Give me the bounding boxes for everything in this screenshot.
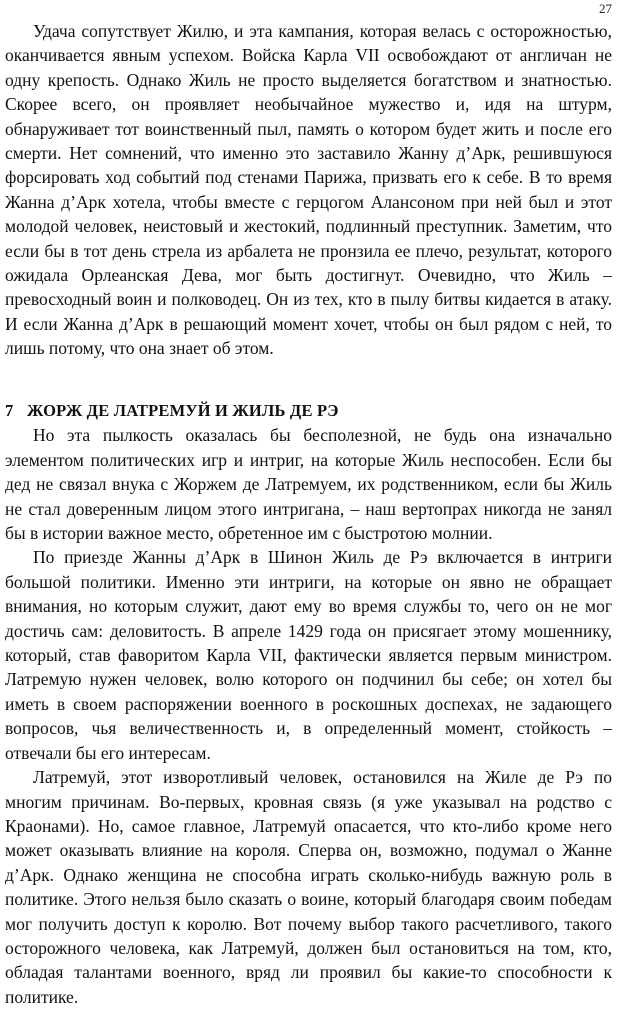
page-number: 27 — [599, 1, 612, 16]
paragraph: Удача сопутствует Жилю, и эта кампания, которая велась с осторожностью, оканчивается явным успехом. Войска Карла VII освобождают от англичан не одну крепость. Однако Жиль не просто выделяется богатством и знатностью. Скорее всего, он проявляет необычайное мужество и, идя на штурм, обнаруживает тот воинственный пыл, память о котором будет жить и после его смерти. Нет сомнений, что именно это заставило Жанну д’Арк, решившуюся форсировать ход событий под стенами Парижа, призвать его к себе. В то время Жанна д’Арк хотела, чтобы вместе с герцогом Алансоном при ней был и этот молодой человек, неистовый и жестокий, подлинный преступник. Заметим, что если бы в тот день стрела из арбалета не пронзила ее плечо, результат, которого ожидала Орлеанская Дева, мог быть достигнут. Очевидно, что Жиль – превосходный воин и полководец. Он из тех, кто в пылу битвы кидается в атаку. И если Жанна д’Арк в решающий момент хочет, чтобы он был рядом с ней, то лишь потому, что она знает об этом. — [5, 21, 612, 359]
text-block-section — [5, 399, 612, 1009]
paragraph: Но эта пылкость оказалась бы бесполезной, не будь она изначально элементом политических игр и интриг, на которые Жиль неспособен. Если бы дед не связал внука с Жоржем де Латремуем, их родственником, если бы Жиль не стал доверенным лицом этого интригана, – наш вертопрах никогда не занял бы в истории важное место, обретенное им с быстротою молнии. — [5, 425, 612, 544]
text-block-top — [5, 19, 612, 361]
paragraph: Латремуй, этот изворотливый человек, остановился на Жиле де Рэ по многим причинам. Во-первых, кровная связь (я уже указывал на родство с Краонами). Но, самое главное, Латремуй опасается, что кто-либо кроме него может оказывать влияние на короля. Сперва он, возможно, подумал о Жанне д’Арк. Однако женщина не способна играть сколько-нибудь важную роль в политике. Этого нельзя было сказать о воине, который благодаря своим победам мог получить доступ к королю. Вот почему выбор такого расчетливого, такого осторожного человека, как Латремуй, должен был остановиться на том, кто, обладая талантами военного, вряд ли проявил бы какие-то способности к политике. — [5, 767, 612, 1007]
section-number: 7 — [5, 401, 14, 420]
section-heading — [5, 399, 612, 423]
section-title: ЖОРЖ ДЕ ЛАТРЕМУЙ И ЖИЛЬ ДЕ РЭ — [27, 401, 339, 420]
paragraph: По приезде Жанны д’Арк в Шинон Жиль де Рэ включается в интриги большой политики. Именно эти интриги, на которые он явно не обращает внимания, но которым служит, дают ему во время службы то, чего он не мог достичь сам: деловитость. В апреле 1429 года он присягает этому мошеннику, который, став фаворитом Карла VII, фактически является первым министром. Латремую нужен человек, волю которого он подчинил бы себе; он хотел бы иметь в своем распоряжении военного в роскошных доспехах, не задающего вопросов, чья величественность и, в определенный момент, стойкость – отвечали бы его интересам. — [5, 547, 612, 763]
